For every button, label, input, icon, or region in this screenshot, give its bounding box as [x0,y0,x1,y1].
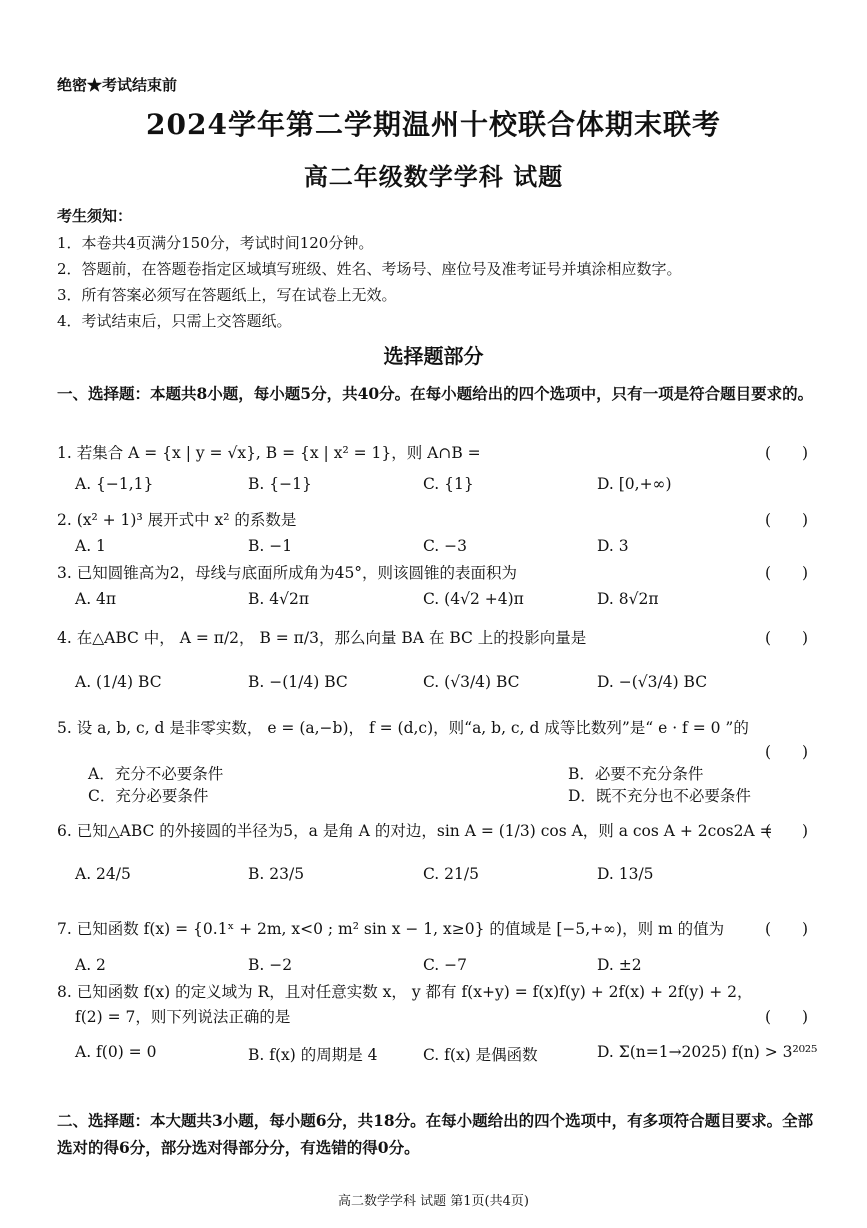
question-3-option-b: B. 4√2π [248,590,310,608]
question-1-option-a: A. {−1,1} [75,475,154,493]
question-4-option-c: C. (√3/4) BC [423,673,520,691]
question-2-option-c: C. −3 [423,537,468,555]
question-7-option-c: C. −7 [423,956,468,974]
confidential-label: 绝密★考试结束前 [57,76,178,94]
question-5-option-c: C．充分必要条件 [88,787,209,805]
question-1-option-b: B. {−1} [248,475,312,493]
question-6-option-b: B. 23/5 [248,865,305,883]
page-footer: 高二数学学科 试题 第1页(共4页) [338,1194,529,1209]
question-2-stem: 2. (x² + 1)³ 展开式中 x² 的系数是 [57,511,297,529]
question-8-option-b: B. f(x) 的周期是 4 [248,1046,378,1064]
question-2-option-a: A. 1 [75,537,106,555]
question-4-option-b: B. −(1/4) BC [248,673,348,691]
notice-item-1: 1．本卷共4页满分150分，考试时间120分钟。 [57,234,374,252]
section-title: 选择题部分 [383,344,484,368]
question-5-option-d: D．既不充分也不必要条件 [568,787,751,805]
question-5-option-a: A．充分不必要条件 [88,765,224,783]
question-1-answer-blank: ( ) [765,444,809,462]
question-5-option-b: B．必要不充分条件 [568,765,704,783]
exam-subtitle: 高二年级数学学科 试题 [303,162,564,191]
notice-heading: 考生须知： [57,207,133,225]
question-6-option-a: A. 24/5 [75,865,131,883]
question-6-answer-blank: ( ) [765,822,809,840]
question-1-stem: 1. 若集合 A = {x | y = √x}, B = {x | x² = 1}，则 A∩B = [57,444,481,462]
question-8-option-d: D. Σ(n=1→2025) f(n) > 3²⁰²⁵ [597,1043,818,1061]
question-6-option-c: C. 21/5 [423,865,479,883]
question-2-answer-blank: ( ) [765,511,809,529]
notice-item-4: 4．考试结束后，只需上交答题纸。 [57,312,292,330]
question-2-option-b: B. −1 [248,537,293,555]
part-two-instructions: 二、选择题：本大题共3小题，每小题6分，共18分。在每小题给出的四个选项中，有多项符合题目要求。全部选对的得6分，部分选对得部分分，有选错的得0分。 [57,1111,814,1157]
part-one-instructions: 一、选择题：本题共8小题，每小题5分，共40分。在每小题给出的四个选项中，只有一项是符合题目要求的。 [57,384,814,403]
question-8-stem-continued: f(2) = 7，则下列说法正确的是 [75,1008,291,1026]
question-8-option-a: A. f(0) = 0 [75,1043,157,1061]
question-3-option-c: C. (4√2 +4)π [423,590,524,608]
question-4-option-a: A. (1/4) BC [75,673,162,691]
question-7-option-a: A. 2 [75,956,106,974]
question-4-option-d: D. −(√3/4) BC [597,673,708,691]
question-8-answer-blank: ( ) [765,1008,809,1026]
question-1-option-c: C. {1} [423,475,474,493]
question-1-option-d: D. [0,+∞) [597,475,672,493]
question-8-stem: 8. 已知函数 f(x) 的定义域为 R，且对任意实数 x， y 都有 f(x+y) = f(x)f(y) + 2f(x) + 2f(y) + 2， [57,983,753,1001]
question-7-stem: 7. 已知函数 f(x) = {0.1ˣ + 2m, x<0 ; m² sin x − 1, x≥0} 的值域是 [−5,+∞)，则 m 的值为 [57,920,725,938]
question-4-answer-blank: ( ) [765,629,809,647]
exam-title: 2024学年第二学期温州十校联合体期末联考 [146,108,721,141]
question-6-stem: 6. 已知△ABC 的外接圆的半径为5，a 是角 A 的对边，sin A = (1/3) cos A，则 a cos A + 2cos2A = [57,822,773,840]
question-8-option-c: C. f(x) 是偶函数 [423,1046,538,1064]
question-3-option-d: D. 8√2π [597,590,659,608]
notice-item-3: 3．所有答案必须写在答题纸上，写在试卷上无效。 [57,286,397,304]
question-4-stem: 4. 在△ABC 中， A = π/2， B = π/3，那么向量 BA 在 BC 上的投影向量是 [57,629,587,647]
question-5-stem: 5. 设 a, b, c, d 是非零实数， e = (a,−b)， f = (d,c)，则“a, b, c, d 成等比数列”是“ e · f = 0 ”的 [57,719,749,737]
question-2-option-d: D. 3 [597,537,629,555]
question-6-option-d: D. 13/5 [597,865,654,883]
question-5-answer-blank: ( ) [765,743,809,761]
question-3-stem: 3. 已知圆锥高为2，母线与底面所成角为45°，则该圆锥的表面积为 [57,564,518,582]
notice-item-2: 2．答题前，在答题卷指定区域填写班级、姓名、考场号、座位号及准考证号并填涂相应数字。 [57,260,682,278]
question-7-option-b: B. −2 [248,956,293,974]
question-7-option-d: D. ±2 [597,956,642,974]
question-7-answer-blank: ( ) [765,920,809,938]
question-3-answer-blank: ( ) [765,564,809,582]
question-3-option-a: A. 4π [75,590,117,608]
